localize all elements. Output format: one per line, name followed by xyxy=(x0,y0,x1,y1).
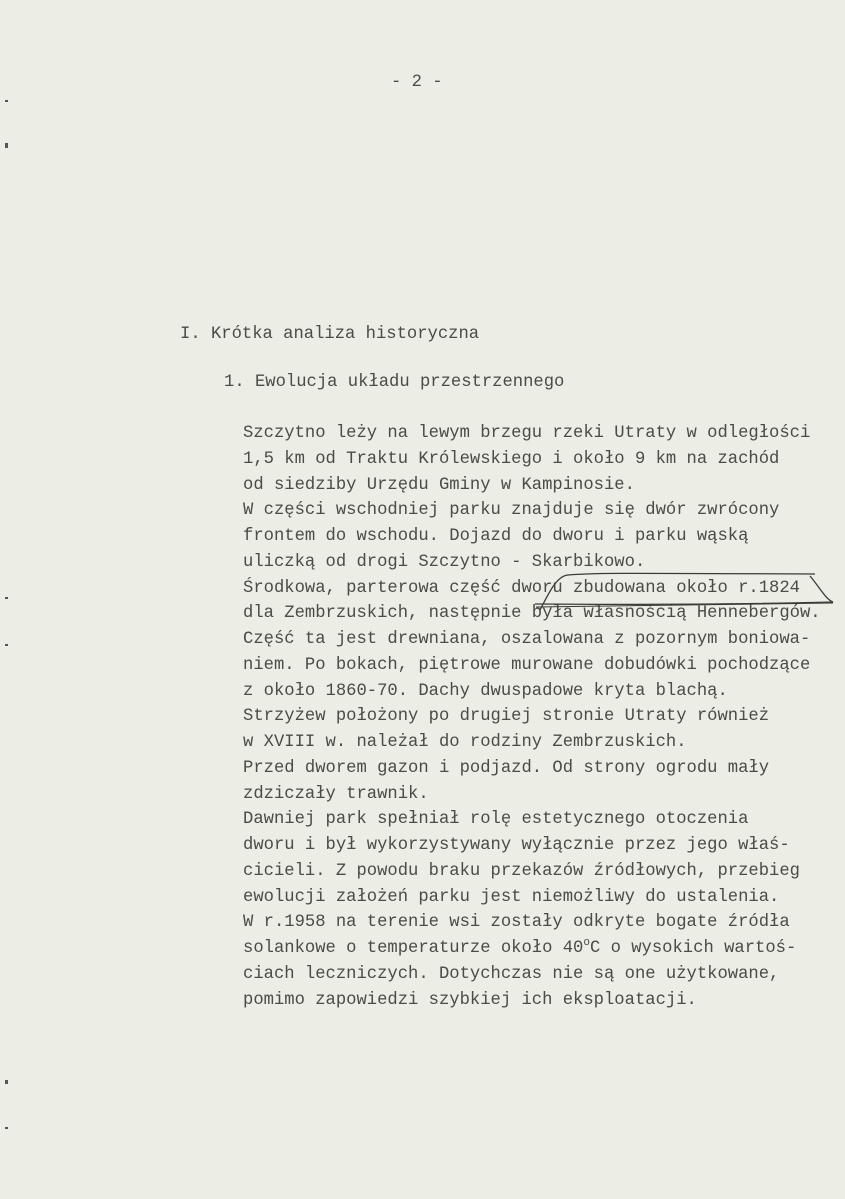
margin-mark xyxy=(5,1080,8,1084)
text-line: Szczytno leży na lewym brzegu rzeki Utraty w odległości xyxy=(243,424,811,443)
text-line: W r.1958 na terenie wsi zostały odkryte bogate źródła xyxy=(243,913,790,933)
text-line: uliczką od drogi Szczytno - Skarbikowo. xyxy=(243,552,646,572)
text-line: 1,5 km od Traktu Królewskiego i około 9 km na zachód xyxy=(243,449,780,469)
temperature-text-before: solankowe o temperaturze około 40 xyxy=(243,939,584,958)
text-line: cicieli. Z powodu braku przekazów źródłowych, przebieg xyxy=(243,861,800,881)
text-line: Dawniej park spełniał rolę estetycznego otoczenia xyxy=(243,810,749,830)
margin-mark xyxy=(5,644,8,646)
text-line: Część ta jest drewniana, oszalowana z pozornym boniowa- xyxy=(243,630,811,649)
text-line: Strzyżew położony po drugiej stronie Utraty również xyxy=(243,707,770,727)
margin-mark xyxy=(5,100,8,102)
text-line-temperature xyxy=(243,936,821,962)
text-line: dworu i był wykorzystywany wyłącznie przez jego właś- xyxy=(243,836,790,855)
text-line: w XVIII w. należał do rodziny Zembrzuskich. xyxy=(243,733,687,752)
text-line: ewolucji założeń parku jest niemożliwy do ustalenia. xyxy=(243,887,780,907)
margin-mark xyxy=(5,597,8,599)
text-line: z około 1860-70. Dachy dwuspadowe kryta blachą. xyxy=(243,681,728,701)
text-line: od siedziby Urzędu Gminy w Kampinosie. xyxy=(243,475,635,495)
body-text xyxy=(243,421,821,1013)
text-line: niem. Po bokach, piętrowe murowane dobudówki pochodzące xyxy=(243,655,811,675)
section-heading: I. Krótka analiza historyczna xyxy=(180,325,480,344)
temperature-text-after: C o wysokich wartoś- xyxy=(589,939,797,958)
degree-sign: o xyxy=(583,937,590,949)
text-line: Środkowa, parterowa część dworu zbudowana około r.1824 xyxy=(243,578,800,598)
text-line: zdziczały trawnik. xyxy=(243,784,429,804)
page-number: - 2 - xyxy=(391,73,443,92)
text-line: W części wschodniej parku znajduje się dwór zwrócony xyxy=(243,501,780,521)
text-line: pomimo zapowiedzi szybkiej ich eksploatacji. xyxy=(243,990,697,1010)
margin-mark xyxy=(5,1127,8,1129)
text-line: Przed dworem gazon i podjazd. Od strony ogrodu mały xyxy=(243,758,770,778)
subsection-heading: 1. Ewolucja układu przestrzennego xyxy=(224,373,565,392)
text-line: ciach leczniczych. Dotychczas nie są one użytkowane, xyxy=(243,964,780,984)
text-line: dla Zembrzuskich, następnie była własnością Hennebergów. xyxy=(243,604,821,624)
text-line: frontem do wschodu. Dojazd do dworu i parku wąską xyxy=(243,527,749,546)
margin-mark xyxy=(5,143,8,148)
